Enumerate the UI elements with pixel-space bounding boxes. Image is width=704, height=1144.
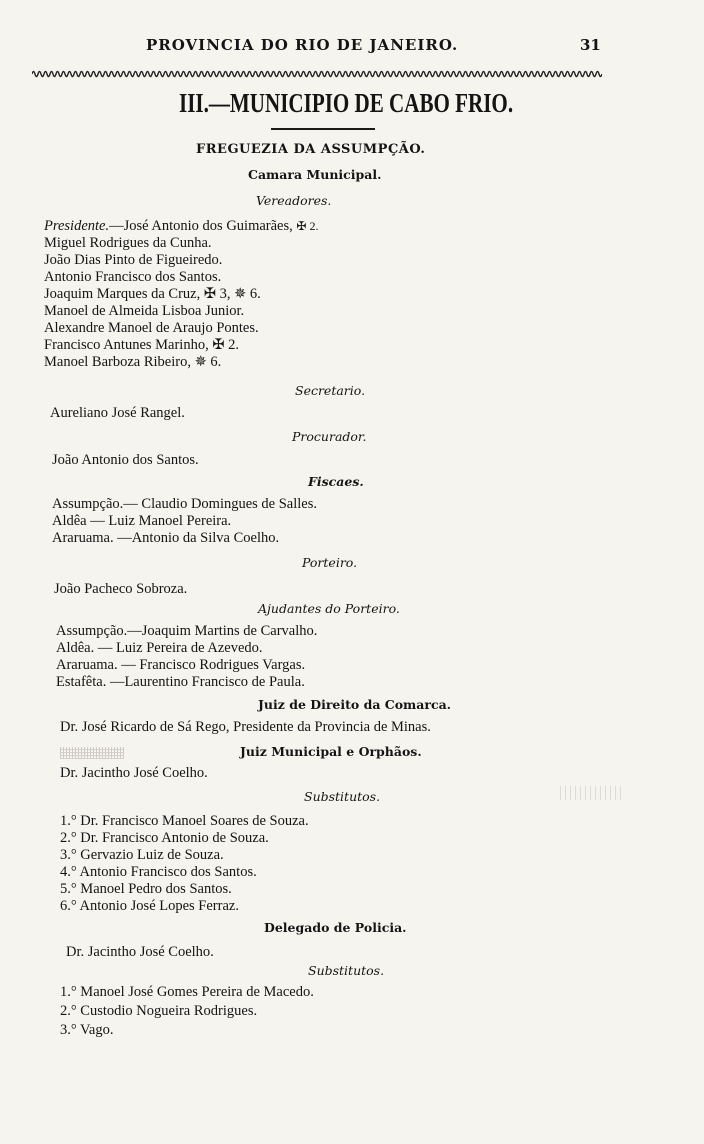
camara-heading: Camara Municipal. — [248, 167, 382, 182]
list-item: Antonio Francisco dos Santos. — [44, 269, 222, 285]
list-item: 1.° Dr. Francisco Manoel Soares de Souza. — [60, 813, 309, 829]
list-item: Aldêa. — Luiz Pereira de Azevedo. — [56, 640, 263, 656]
list-item: Estafêta. —Laurentino Francisco de Paula. — [56, 674, 305, 690]
secretario-heading: Secretario. — [295, 383, 366, 398]
delegado-heading: Delegado de Policia. — [264, 920, 407, 935]
list-item: 4.° Antonio Francisco dos Santos. — [60, 864, 257, 880]
delegado-substitutos-heading: Substitutos. — [308, 963, 385, 978]
juiz-direito-heading: Juiz de Direito da Comarca. — [258, 697, 452, 712]
list-item: Aldêa — Luiz Manoel Pereira. — [52, 513, 232, 529]
list-item: Miguel Rodrigues da Cunha. — [44, 235, 212, 251]
president-line — [44, 218, 318, 235]
juiz-municipal-heading: Juiz Municipal e Orphãos. — [240, 744, 422, 759]
list-item: Joaquim Marques da Cruz, ✠ 3, ✵ 6. — [44, 286, 261, 302]
list-item: 1.° Manoel José Gomes Pereira de Macedo. — [60, 984, 314, 1000]
parish-heading: FREGUEZIA DA ASSUMPÇÃO. — [196, 142, 426, 157]
title-underline — [271, 128, 375, 130]
porteiro-heading: Porteiro. — [302, 555, 358, 570]
ink-smudge — [560, 786, 622, 800]
cross-order-icon: ✠ 2. — [296, 219, 319, 233]
list-item: Assumpção.— Claudio Domingues de Salles. — [52, 496, 318, 512]
list-item: 5.° Manoel Pedro dos Santos. — [60, 881, 232, 897]
list-item: 6.° Antonio José Lopes Ferraz. — [60, 898, 239, 914]
procurador-name: João Antonio dos Santos. — [52, 452, 199, 468]
list-item: 3.° Vago. — [60, 1022, 114, 1038]
president-name: —José Antonio dos Guimarães, — [109, 218, 293, 234]
list-item: Araruama. —Antonio da Silva Coelho. — [52, 530, 280, 546]
running-title: PROVINCIA DO RIO DE JANEIRO. — [146, 36, 459, 54]
juiz-direito-name: Dr. José Ricardo de Sá Rego, Presidente da Provincia de Minas. — [60, 719, 431, 735]
section-title: III.—MUNICIPIO DE CABO FRIO. — [179, 88, 514, 118]
vereadores-heading: Vereadores. — [256, 193, 332, 208]
list-item: Manoel Barboza Ribeiro, ✵ 6. — [44, 354, 222, 370]
page-number: 31 — [580, 36, 601, 54]
porteiro-name: João Pacheco Sobroza. — [54, 581, 188, 597]
list-item: 3.° Gervazio Luiz de Souza. — [60, 847, 224, 863]
juiz-municipal-name: Dr. Jacintho José Coelho. — [60, 765, 208, 781]
substitutos-heading: Substitutos. — [304, 789, 381, 804]
list-item: João Dias Pinto de Figueiredo. — [44, 252, 223, 268]
president-label: Presidente. — [44, 218, 110, 234]
list-item: Assumpção.—Joaquim Martins de Carvalho. — [56, 623, 318, 639]
procurador-heading: Procurador. — [292, 429, 367, 444]
list-item: Manoel de Almeida Lisboa Junior. — [44, 303, 245, 319]
list-item: Alexandre Manoel de Araujo Pontes. — [44, 320, 259, 336]
list-item: 2.° Dr. Francisco Antonio de Souza. — [60, 830, 269, 846]
secretario-name: Aureliano José Rangel. — [50, 405, 185, 421]
list-item: Araruama. — Francisco Rodrigues Vargas. — [56, 657, 306, 673]
list-item: Francisco Antunes Marinho, ✠ 2. — [44, 337, 239, 353]
ink-smudge — [60, 747, 124, 759]
fiscaes-heading: Fiscaes. — [308, 474, 364, 489]
ajudantes-heading: Ajudantes do Porteiro. — [258, 601, 400, 616]
delegado-name: Dr. Jacintho José Coelho. — [66, 944, 214, 960]
wavy-rule-ornament — [32, 66, 602, 82]
list-item: 2.° Custodio Nogueira Rodrigues. — [60, 1003, 258, 1019]
